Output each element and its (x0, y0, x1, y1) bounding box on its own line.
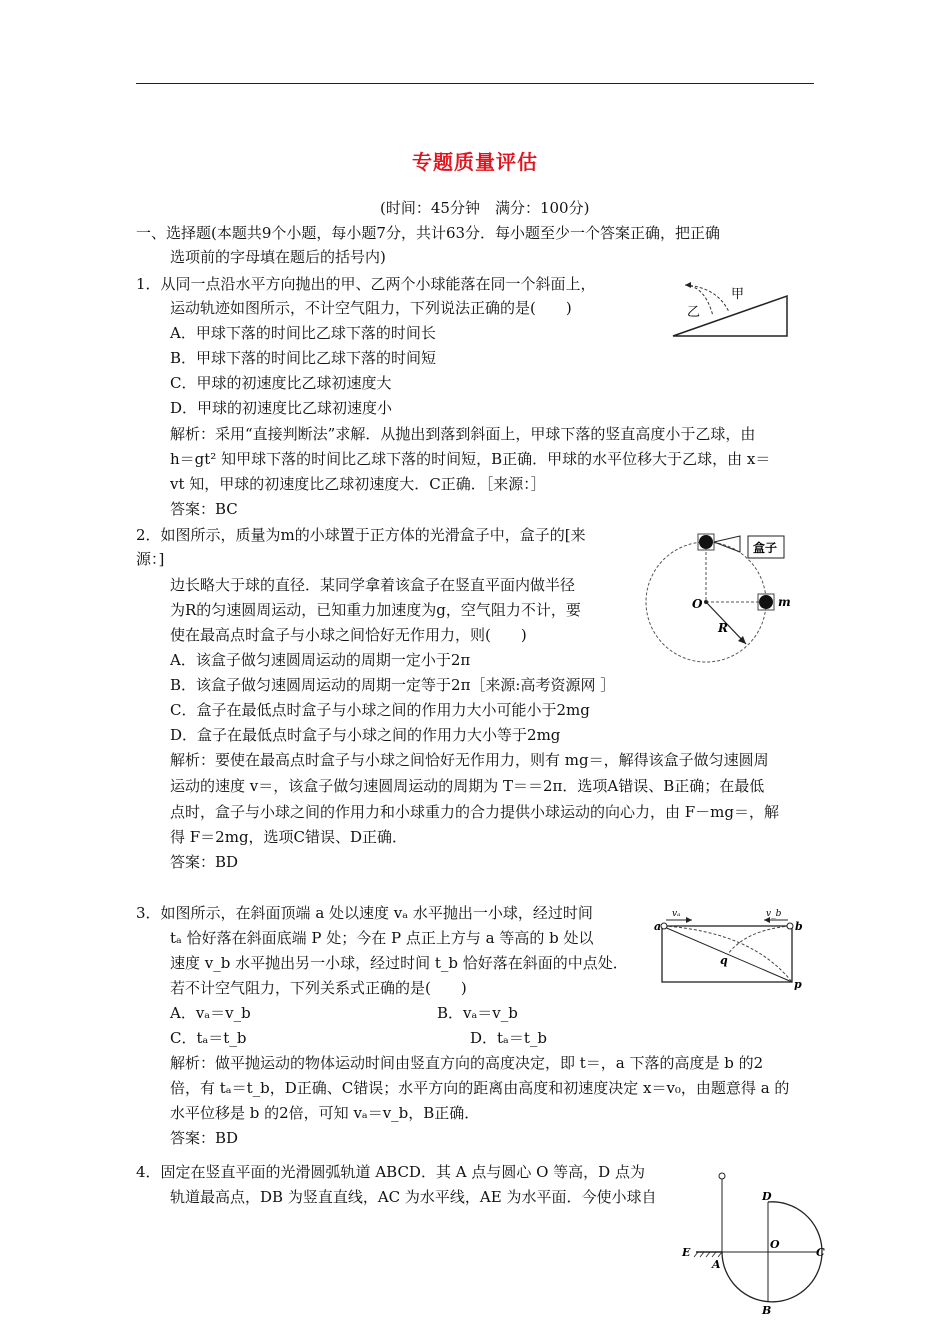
q2-analysis-2: 运动的速度 v＝，该盒子做匀速圆周运动的周期为 T＝＝2π．选项A错误、B正确；在最低 (170, 777, 765, 795)
q2-answer: 答案：BD (170, 853, 239, 871)
q3-figure-incline (652, 906, 808, 990)
q2-option-c: C．盒子在最低点时盒子与小球之间的作用力大小可能小于2mg (170, 701, 590, 719)
q3-option-c: C．tₐ＝t_b (170, 1029, 247, 1047)
q3-label-va: vₐ (672, 909, 681, 919)
q3-stem: 3．如图所示，在斜面顶端 a 处以速度 vₐ 水平抛出一小球，经过时间 (136, 904, 593, 922)
q3-stem-4: 若不计空气阻力，下列关系式正确的是( ) (170, 979, 467, 997)
q4-label-b: B (762, 1304, 772, 1317)
q3-option-d: D．tₐ＝t_b (470, 1029, 547, 1047)
q1-option-a: A．甲球下落的时间比乙球下落的时间长 (170, 324, 436, 342)
header-rule (136, 83, 814, 84)
q2-analysis-3: 点时，盒子与小球之间的作用力和小球重力的合力提供小球运动的向心力，由 F－mg＝，解 (170, 803, 780, 821)
q4-label-d: D (762, 1190, 772, 1203)
q4-figure-track (676, 1168, 836, 1318)
section-instruction-cont: 选项前的字母填在题后的括号内) (170, 248, 386, 266)
exam-meta: (时间：45分钟 满分：100分) (380, 199, 590, 217)
q2-analysis-4: 得 F＝2mg，选项C错误、D正确． (170, 828, 408, 846)
q2-ball-side (759, 595, 773, 609)
q3-option-a: A．vₐ＝v_b (170, 1004, 251, 1022)
q1-label-jia: 甲 (731, 287, 745, 302)
q1-option-c: C．甲球的初速度比乙球初速度大 (170, 374, 392, 392)
q4-label-o: O (770, 1238, 780, 1251)
q2-label-m: m (778, 595, 791, 609)
q2-stem-3: 边长略大于球的直径．某同学拿着该盒子在竖直平面内做半径 (170, 576, 576, 594)
q2-ball-top (699, 535, 713, 549)
q2-option-b: B．该盒子做匀速圆周运动的周期一定等于2π［来源:高考资源网 ］ (170, 676, 616, 694)
q1-option-d: D．甲球的初速度比乙球初速度小 (170, 399, 393, 417)
q3-analysis-3: 水平位移是 b 的2倍，可知 vₐ＝v_b，B正确． (170, 1104, 480, 1122)
q1-analysis: 解析：采用“直接判断法”求解．从抛出到落到斜面上，甲球下落的竖直高度小于乙球，由 (170, 425, 756, 443)
q3-label-p: p (794, 978, 802, 990)
q3-label-vb: v_b (766, 909, 782, 919)
q2-figure-circle (640, 528, 820, 668)
q2-option-a: A．该盒子做匀速圆周运动的周期一定小于2π (170, 651, 471, 669)
q2-stem-cont: 源：] (136, 550, 165, 568)
q2-stem-4: 为R的匀速圆周运动，已知重力加速度为g，空气阻力不计，要 (170, 601, 581, 619)
q4-label-c: C (816, 1246, 825, 1259)
q4-stem-2: 轨道最高点，DB 为竖直直线，AC 为水平线，AE 为水平面．今使小球自 (170, 1188, 657, 1206)
q1-figure-incline (665, 278, 805, 340)
q3-analysis: 解析：做平抛运动的物体运动时间由竖直方向的高度决定，即 t＝，a 下落的高度是 b 的2 (170, 1054, 764, 1072)
q1-label-yi: 乙 (687, 305, 701, 320)
q4-label-e: E (682, 1246, 691, 1259)
q2-stem-5: 使在最高点时盒子与小球之间恰好无作用力，则( ) (170, 626, 527, 644)
q2-box-label: 盒子 (753, 541, 778, 555)
q2-option-d: D．盒子在最低点时盒子与小球之间的作用力大小等于2mg (170, 726, 561, 744)
q3-stem-3: 速度 v_b 水平抛出另一小球，经过时间 t_b 恰好落在斜面的中点处． (170, 954, 628, 972)
q3-answer: 答案：BD (170, 1129, 239, 1147)
page-title: 专题质量评估 (412, 150, 538, 174)
q1-analysis-2: h＝gt² 知甲球下落的时间比乙球下落的时间短，B正确．甲球的水平位移大于乙球，由 x＝ (170, 450, 771, 468)
q2-stem: 2．如图所示，质量为m的小球置于正方体的光滑盒子中，盒子的[来 (136, 526, 586, 544)
q3-stem-2: tₐ 恰好落在斜面底端 P 处；今在 P 点正上方与 a 等高的 b 处以 (170, 929, 594, 947)
q1-option-b: B．甲球下落的时间比乙球下落的时间短 (170, 349, 437, 367)
q1-stem-cont: 运动轨迹如图所示，不计空气阻力，下列说法正确的是( ) (170, 299, 572, 317)
q3-option-b: B．vₐ＝v_b (437, 1004, 518, 1022)
q2-label-r: R (718, 621, 728, 635)
q2-analysis: 解析：要使在最高点时盒子与小球之间恰好无作用力，则有 mg＝，解得该盒子做匀速圆周 (170, 751, 769, 769)
section-instruction: 一、选择题(本题共9个小题，每小题7分，共计63分．每小题至少一个答案正确，把正确 (136, 224, 721, 242)
q1-analysis-3: vt 知，甲球的初速度比乙球初速度大．C正确．［来源：］ (170, 475, 546, 493)
q2-label-o: O (692, 597, 703, 611)
q3-label-a: a (654, 920, 662, 933)
q3-label-b: b (795, 920, 803, 933)
q4-label-a: A (712, 1258, 721, 1271)
q1-answer: 答案：BC (170, 500, 238, 518)
q3-label-q: q (720, 954, 728, 967)
q4-stem: 4．固定在竖直平面的光滑圆弧轨道 ABCD．其 A 点与圆心 O 等高，D 点为 (136, 1163, 645, 1181)
q1-stem: 1．从同一点沿水平方向抛出的甲、乙两个小球能落在同一个斜面上， (136, 275, 596, 293)
q3-analysis-2: 倍，有 tₐ＝t_b，D正确、C错误；水平方向的距离由高度和初速度决定 x＝v₀，由题意得 a 的 (170, 1079, 790, 1097)
